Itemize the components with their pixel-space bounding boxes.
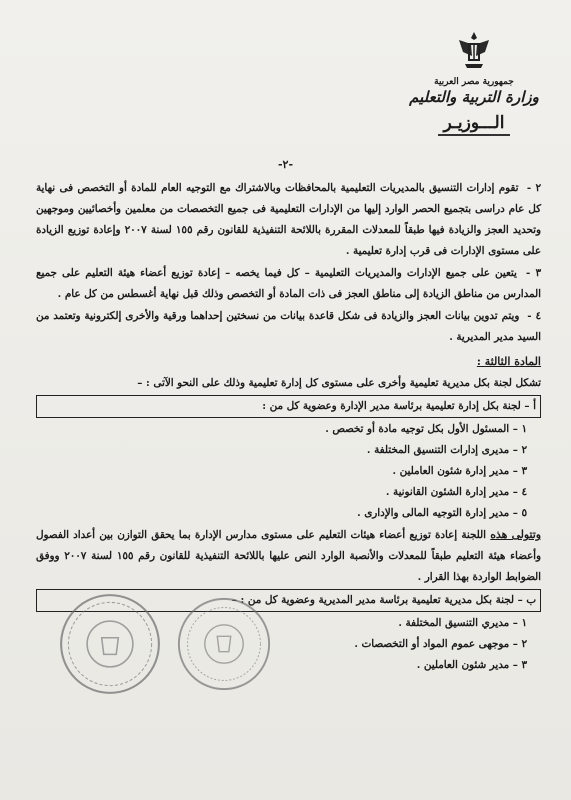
committee-a-title: أ – لجنة بكل إدارة تعليمية برئاسة مدير الإدارة وعضوية كل من : bbox=[36, 395, 541, 418]
minister-title: الـــوزيـر bbox=[438, 112, 511, 136]
letterhead bbox=[399, 30, 549, 136]
official-seal-stamp bbox=[176, 596, 272, 692]
committee-a-members bbox=[36, 419, 541, 524]
ministry-name: وزارة التربية والتعليم bbox=[409, 88, 539, 106]
article-three-intro: تشكل لجنة بكل مديرية تعليمية وأخرى على مستوى كل إدارة تعليمية وذلك على النحو الآتى : – bbox=[137, 377, 541, 389]
list-item: ٤ – مدير إدارة الشئون القانونية . bbox=[385, 486, 527, 498]
list-item: ٥ – مدير إدارة التوجيه المالى والإدارى . bbox=[357, 507, 527, 519]
republic-name: جمهورية مصر العربية bbox=[434, 77, 514, 87]
paragraph-2 bbox=[36, 178, 541, 262]
paragraph-text: يتعين على جميع الإدارات والمديريات التعليمية – كل فيما يخصه – إعادة توزيع أعضاء هيئة التعليم على جميع المدارس من مناطق الزيادة إلى مناطق العجز فى ذات المادة أو التخصص وذلك قبل نهاية أغسطس من كل عام . bbox=[36, 267, 541, 300]
eagle-emblem-icon bbox=[457, 30, 491, 72]
list-item: ٢ – موجهى عموم المواد أو التخصصات . bbox=[354, 638, 527, 650]
paragraph-text: ويتم تدوين بيانات العجز والزيادة فى شكل قاعدة بيانات من نسختين إحداهما ورقية والأخرى إلكترونية وتعتمد من السيد مدير المديرية . bbox=[36, 310, 541, 343]
paragraph-3 bbox=[36, 263, 541, 305]
committee-b-title: ب – لجنة بكل مديرية تعليمية برئاسة مدير المديرية وعضوية كل من : – bbox=[36, 589, 541, 612]
paragraph-number: ٤ - bbox=[527, 310, 541, 322]
paragraph-number: ٢ - bbox=[526, 182, 541, 194]
list-item: ٣ – مدير إدارة شئون العاملين . bbox=[392, 465, 527, 477]
article-three-heading: المادة الثالثة : bbox=[476, 355, 541, 368]
paragraph-4 bbox=[36, 306, 541, 348]
official-seal-stamp bbox=[58, 592, 162, 696]
paragraph-number: ٣ - bbox=[526, 267, 541, 279]
committee-a-task-label: وتتولى هذه bbox=[490, 528, 541, 541]
list-item: ٣ – مدير شئون العاملين . bbox=[416, 659, 527, 671]
committee-a-task bbox=[36, 524, 541, 588]
list-item: ١ – المسئول الأول بكل توجيه مادة أو تخصص . bbox=[325, 423, 527, 435]
page-number: -٢- bbox=[277, 158, 294, 171]
list-item: ١ – مديري التنسيق المختلفة . bbox=[398, 617, 527, 629]
paragraph-text: تقوم إدارات التنسيق بالمديريات التعليمية بالمحافظات وبالاشتراك مع التوجيه العام للمادة أو التخصص فى نهاية كل عام دراسى بتجميع الحصر الوارد إليها من الإدارات التعليمية فى جميع التخصصات من معلمين وأخصائيين وموجهين وتحديد العجز والزيادة فيها طبقاً للمعدلات المقررة باللائحة التنفيذية للقانون رقم ١٥٥ لسنة ٢٠٠٧ وإعادة توزيع الزيادة على مستوى الإدارات فى قرب إدارة تعليمية . bbox=[36, 182, 541, 257]
list-item: ٢ – مديرى إدارات التنسيق المختلفة . bbox=[366, 444, 527, 456]
committee-a-task-text: اللجنة إعادة توزيع أعضاء هيئات التعليم على مستوى مدارس الإدارة بما يحقق التوازن بين أعداد الفصول وأعضاء هيئة التعليم طبقاً للمعدلات والأنصبة الوارد النص عليها باللائحة التنفيذية للقانون رقم ١٥٥ لسنة ٢٠٠٧ ووفق الضوابط الواردة بهذا القرار . bbox=[36, 529, 541, 583]
